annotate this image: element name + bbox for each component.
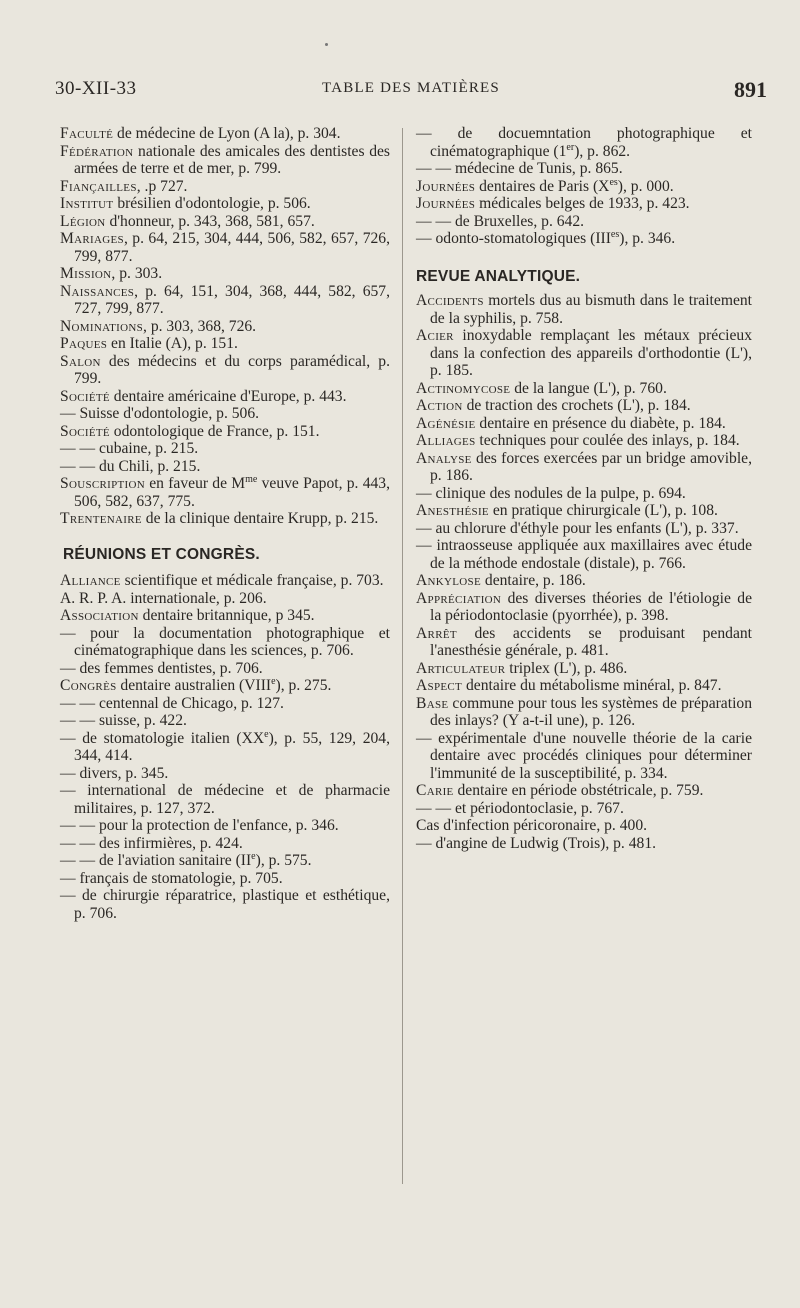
entry-keyword: Paques (60, 335, 108, 352)
entry-text: , p. 64, 151, 304, 368, 444, 582, 657, 727, 799, 877. (74, 282, 390, 317)
entry-text: — — de Bruxelles, p. 642. (416, 212, 585, 230)
entry-text: — — médecine de Tunis, p. 865. (416, 160, 623, 177)
index-entry (60, 765, 390, 783)
entry-text: des forces exercées par un bridge amovible, p. 186. (430, 449, 752, 484)
index-entry (60, 695, 390, 713)
entry-keyword: Souscription (60, 475, 146, 492)
entry-text: — clinique des nodules de la pulpe, p. 694. (416, 484, 686, 502)
running-header (55, 78, 767, 104)
index-entry (60, 730, 390, 765)
left-column (60, 125, 390, 922)
index-entry (416, 677, 752, 695)
entry-text: — Suisse d'odontologie, p. 506. (60, 405, 260, 422)
page-number: 891 (734, 77, 767, 102)
index-entry (60, 353, 390, 388)
entry-text: de la langue (L'), p. 760. (510, 379, 667, 397)
index-entry (60, 607, 390, 625)
entry-text: — des femmes dentistes, p. 706. (60, 659, 263, 677)
index-entry (416, 782, 752, 800)
entry-superscript: es (609, 176, 618, 188)
entry-text: — — pour la protection de l'enfance, p. 346. (60, 817, 339, 834)
entry-text: techniques pour coulée des inlays, p. 184. (475, 432, 740, 449)
entry-text: dentaires de Paris (X (475, 177, 610, 195)
index-entry (60, 870, 390, 888)
right-entry-list (416, 125, 752, 248)
entry-text: nationale des amicales des dentistes des armées de terre et de mer, p. 799. (74, 142, 390, 177)
entry-superscript: es (610, 228, 620, 240)
index-entry (416, 450, 752, 485)
entry-keyword: Carie (416, 782, 454, 799)
entry-text: — pour la documentation photographique et cinématographique dans les sciences, p. 706. (60, 624, 390, 659)
left-entry-list (60, 125, 390, 528)
entry-superscript: e (271, 675, 276, 687)
entry-text: en Italie (A), p. 151. (107, 335, 238, 352)
entry-keyword: Fiançailles (60, 177, 137, 195)
entry-keyword: Action (416, 397, 463, 414)
entry-text: — — du Chili, p. 215. (60, 457, 201, 475)
entry-keyword: Mariages (60, 230, 124, 247)
column-divider (402, 128, 403, 1184)
entry-keyword: Congrès (60, 677, 117, 694)
entry-text: de traction des crochets (L'), p. 184. (462, 397, 691, 414)
entry-keyword: Aspect (416, 677, 463, 694)
index-entry (416, 415, 752, 433)
entry-text: odontologique de France, p. 151. (109, 422, 320, 440)
entry-text: dentaire en période obstétricale, p. 759. (453, 782, 704, 799)
index-entry (416, 213, 752, 231)
entry-text: — intraosseuse appliquée aux maxillaires avec étude de la méthode endostale (distale), p. 766. (416, 537, 752, 572)
index-entry (60, 195, 390, 213)
entry-text: — — des infirmières, p. 424. (60, 834, 243, 852)
entry-text: des médecins et du corps paramédical, p. 799. (74, 352, 390, 387)
entry-keyword: Nominations (60, 317, 144, 335)
index-entry (60, 405, 390, 423)
entry-text: — — et périodontoclasie, p. 767. (416, 799, 624, 817)
entry-keyword: Anesthésie (416, 502, 489, 519)
index-entry (416, 380, 752, 398)
paper-speck (325, 43, 328, 46)
right-column (416, 125, 752, 852)
entry-text: médicales belges de 1933, p. 423. (475, 195, 690, 212)
index-entry (60, 625, 390, 660)
entry-text: — d'angine de Ludwig (Trois), p. 481. (416, 834, 657, 852)
entry-keyword: Acier (416, 327, 454, 344)
index-entry (416, 160, 752, 178)
entry-keyword: Accidents (416, 292, 484, 309)
header-date: 30-XII-33 (55, 78, 137, 99)
entry-text: de médecine de Lyon (A la), p. 304. (113, 125, 341, 142)
index-entry (60, 677, 390, 695)
index-entry (416, 502, 752, 520)
index-entry (60, 335, 390, 353)
entry-superscript: e (251, 850, 256, 862)
entry-keyword: Ankylose (416, 572, 481, 589)
entry-text: — français de stomatologie, p. 705. (60, 869, 283, 887)
entry-text: dentaire australien (VIII (116, 677, 272, 694)
entry-text: en faveur de M (145, 475, 246, 492)
entry-keyword: Naissances (60, 282, 135, 300)
index-entry (60, 230, 390, 265)
entry-superscript: e (264, 728, 269, 740)
index-entry (416, 660, 752, 678)
index-entry (60, 660, 390, 678)
entry-keyword: Mission (60, 265, 112, 282)
revue-entry-list (416, 292, 752, 852)
index-entry (416, 572, 752, 590)
index-entry (60, 782, 390, 817)
entry-text: — divers, p. 345. (60, 764, 169, 782)
entry-text: dentaire britannique, p 345. (138, 607, 315, 624)
entry-text: , .p 727. (136, 177, 188, 195)
index-entry (416, 817, 752, 835)
entry-keyword: Institut (60, 195, 114, 212)
entry-keyword: Agénésie (416, 414, 476, 432)
entry-text: , p. 64, 215, 304, 444, 506, 582, 657, 726, 799, 877. (74, 230, 390, 265)
index-entry (416, 625, 752, 660)
entry-keyword: Société (60, 422, 110, 440)
index-entry (60, 572, 390, 590)
entry-text: en pratique chirurgicale (L'), p. 108. (488, 502, 718, 519)
entry-text: — au chlorure d'éthyle pour les enfants (L'), p. 337. (416, 519, 739, 537)
entry-text: , p. 303. (111, 265, 163, 282)
entry-text: — odonto-stomatologiques (III (416, 230, 611, 247)
reunions-entry-list (60, 572, 390, 922)
entry-text: des accidents se produisant pendant l'anesthésie générale, p. 481. (430, 624, 752, 659)
entry-keyword: Alliages (416, 432, 476, 449)
index-entry (60, 388, 390, 406)
entry-text: Cas d'infection péricoronaire, p. 400. (416, 817, 648, 834)
entry-text-tail: ), p. 000. (617, 177, 674, 195)
index-entry (416, 397, 752, 415)
index-entry (60, 283, 390, 318)
entry-text: , p. 303, 368, 726. (143, 317, 257, 335)
index-entry (416, 835, 752, 853)
entry-superscript: er (566, 141, 575, 153)
index-entry (60, 475, 390, 510)
entry-keyword: Société (60, 387, 110, 405)
entry-keyword: Arrêt (416, 624, 457, 642)
index-entry (60, 213, 390, 231)
entry-keyword: Articulateur (416, 659, 506, 677)
index-entry (60, 143, 390, 178)
entry-keyword: Faculté (60, 125, 114, 142)
entry-text: d'honneur, p. 343, 368, 581, 657. (105, 212, 315, 230)
index-entry (416, 485, 752, 503)
entry-text: — — suisse, p. 422. (60, 712, 187, 729)
index-entry (416, 695, 752, 730)
index-entry (60, 178, 390, 196)
entry-keyword: Analyse (416, 449, 472, 467)
entry-text: — de stomatologie italien (XX (60, 729, 265, 747)
entry-text-tail: ), p. 55, 129, 204, 344, 414. (74, 729, 390, 764)
entry-keyword: Base (416, 694, 449, 712)
entry-text-tail: ), p. 346. (619, 230, 676, 247)
index-entry (416, 520, 752, 538)
entry-text-tail: ), p. 575. (255, 852, 312, 869)
entry-keyword: Légion (60, 212, 106, 230)
entry-text: — — cubaine, p. 215. (60, 440, 199, 457)
entry-text-tail: ), p. 275. (275, 677, 332, 694)
index-entry (416, 800, 752, 818)
index-entry (60, 423, 390, 441)
entry-text: dentaire en présence du diabète, p. 184. (475, 414, 726, 432)
index-entry (416, 327, 752, 380)
entry-text-tail: ), p. 862. (574, 142, 631, 160)
entry-keyword: Alliance (60, 572, 121, 589)
entry-text: dentaire, p. 186. (481, 572, 586, 589)
index-entry (416, 730, 752, 783)
index-entry (416, 178, 752, 196)
index-entry (416, 195, 752, 213)
index-entry (60, 712, 390, 730)
entry-text: de la clinique dentaire Krupp, p. 215. (141, 510, 379, 527)
entry-text: mortels dus au bismuth dans le traitement de la syphilis, p. 758. (430, 292, 752, 327)
entry-text: — — de l'aviation sanitaire (II (60, 852, 252, 869)
entry-keyword: Salon (60, 352, 101, 370)
index-entry (60, 835, 390, 853)
section-title-reunions: RÉUNIONS ET CONGRÈS. (63, 545, 260, 563)
index-entry (416, 292, 752, 327)
index-entry (416, 432, 752, 450)
index-entry (60, 887, 390, 922)
index-entry (60, 590, 390, 608)
section-title-revue: REVUE ANALYTIQUE. (416, 267, 581, 285)
entry-text: triplex (L'), p. 486. (505, 659, 628, 677)
entry-keyword: Actinomycose (416, 379, 511, 397)
entry-superscript: me (245, 473, 258, 485)
entry-text: — de docuemntation photographique et cinématographique (1 (416, 125, 752, 160)
entry-text: A. R. P. A. internationale, p. 206. (60, 589, 267, 607)
entry-text: inoxydable remplaçant les métaux précieux dans la confection des appareils d'orthodontie (L'), p. 185. (430, 327, 752, 379)
entry-text: — — centennal de Chicago, p. 127. (60, 694, 284, 712)
entry-keyword: Journées (416, 177, 476, 195)
entry-keyword: Trentenaire (60, 510, 142, 527)
entry-text: commune pour tous les systèmes de préparation des inlays? (Y a-t-il une), p. 126. (430, 694, 752, 729)
entry-text: des diverses théories de l'étiologie de la périodontoclasie (pyorrhée), p. 398. (430, 589, 752, 624)
entry-text: scientifique et médicale française, p. 703. (120, 572, 384, 589)
index-entry (60, 852, 390, 870)
index-entry (60, 817, 390, 835)
index-entry (60, 440, 390, 458)
entry-text: dentaire du métabolisme minéral, p. 847. (462, 677, 722, 694)
index-entry (60, 510, 390, 528)
entry-text: brésilien d'odontologie, p. 506. (113, 195, 311, 212)
index-entry (416, 590, 752, 625)
index-entry (60, 125, 390, 143)
entry-text: dentaire américaine d'Europe, p. 443. (109, 387, 347, 405)
header-title: TABLE DES MATIÈRES (322, 80, 500, 96)
entry-keyword: Appréciation (416, 589, 502, 607)
index-entry (60, 318, 390, 336)
entry-keyword: Journées (416, 195, 476, 212)
index-entry (60, 458, 390, 476)
index-entry (60, 265, 390, 283)
entry-text-tail: veuve Papot, p. 443, 506, 582, 637, 775. (74, 475, 390, 510)
entry-text: — de chirurgie réparatrice, plastique et esthétique, p. 706. (60, 887, 390, 922)
entry-text: — international de médecine et de pharmacie militaires, p. 127, 372. (60, 782, 390, 817)
index-entry (416, 125, 752, 160)
index-entry (416, 230, 752, 248)
entry-text: — expérimentale d'une nouvelle théorie de la carie dentaire avec procédés cliniques pour déterminer l'immunité de la susceptibilité, p. 334. (416, 729, 752, 782)
entry-keyword: Association (60, 607, 139, 624)
entry-keyword: Fédération (60, 142, 134, 160)
index-entry (416, 537, 752, 572)
